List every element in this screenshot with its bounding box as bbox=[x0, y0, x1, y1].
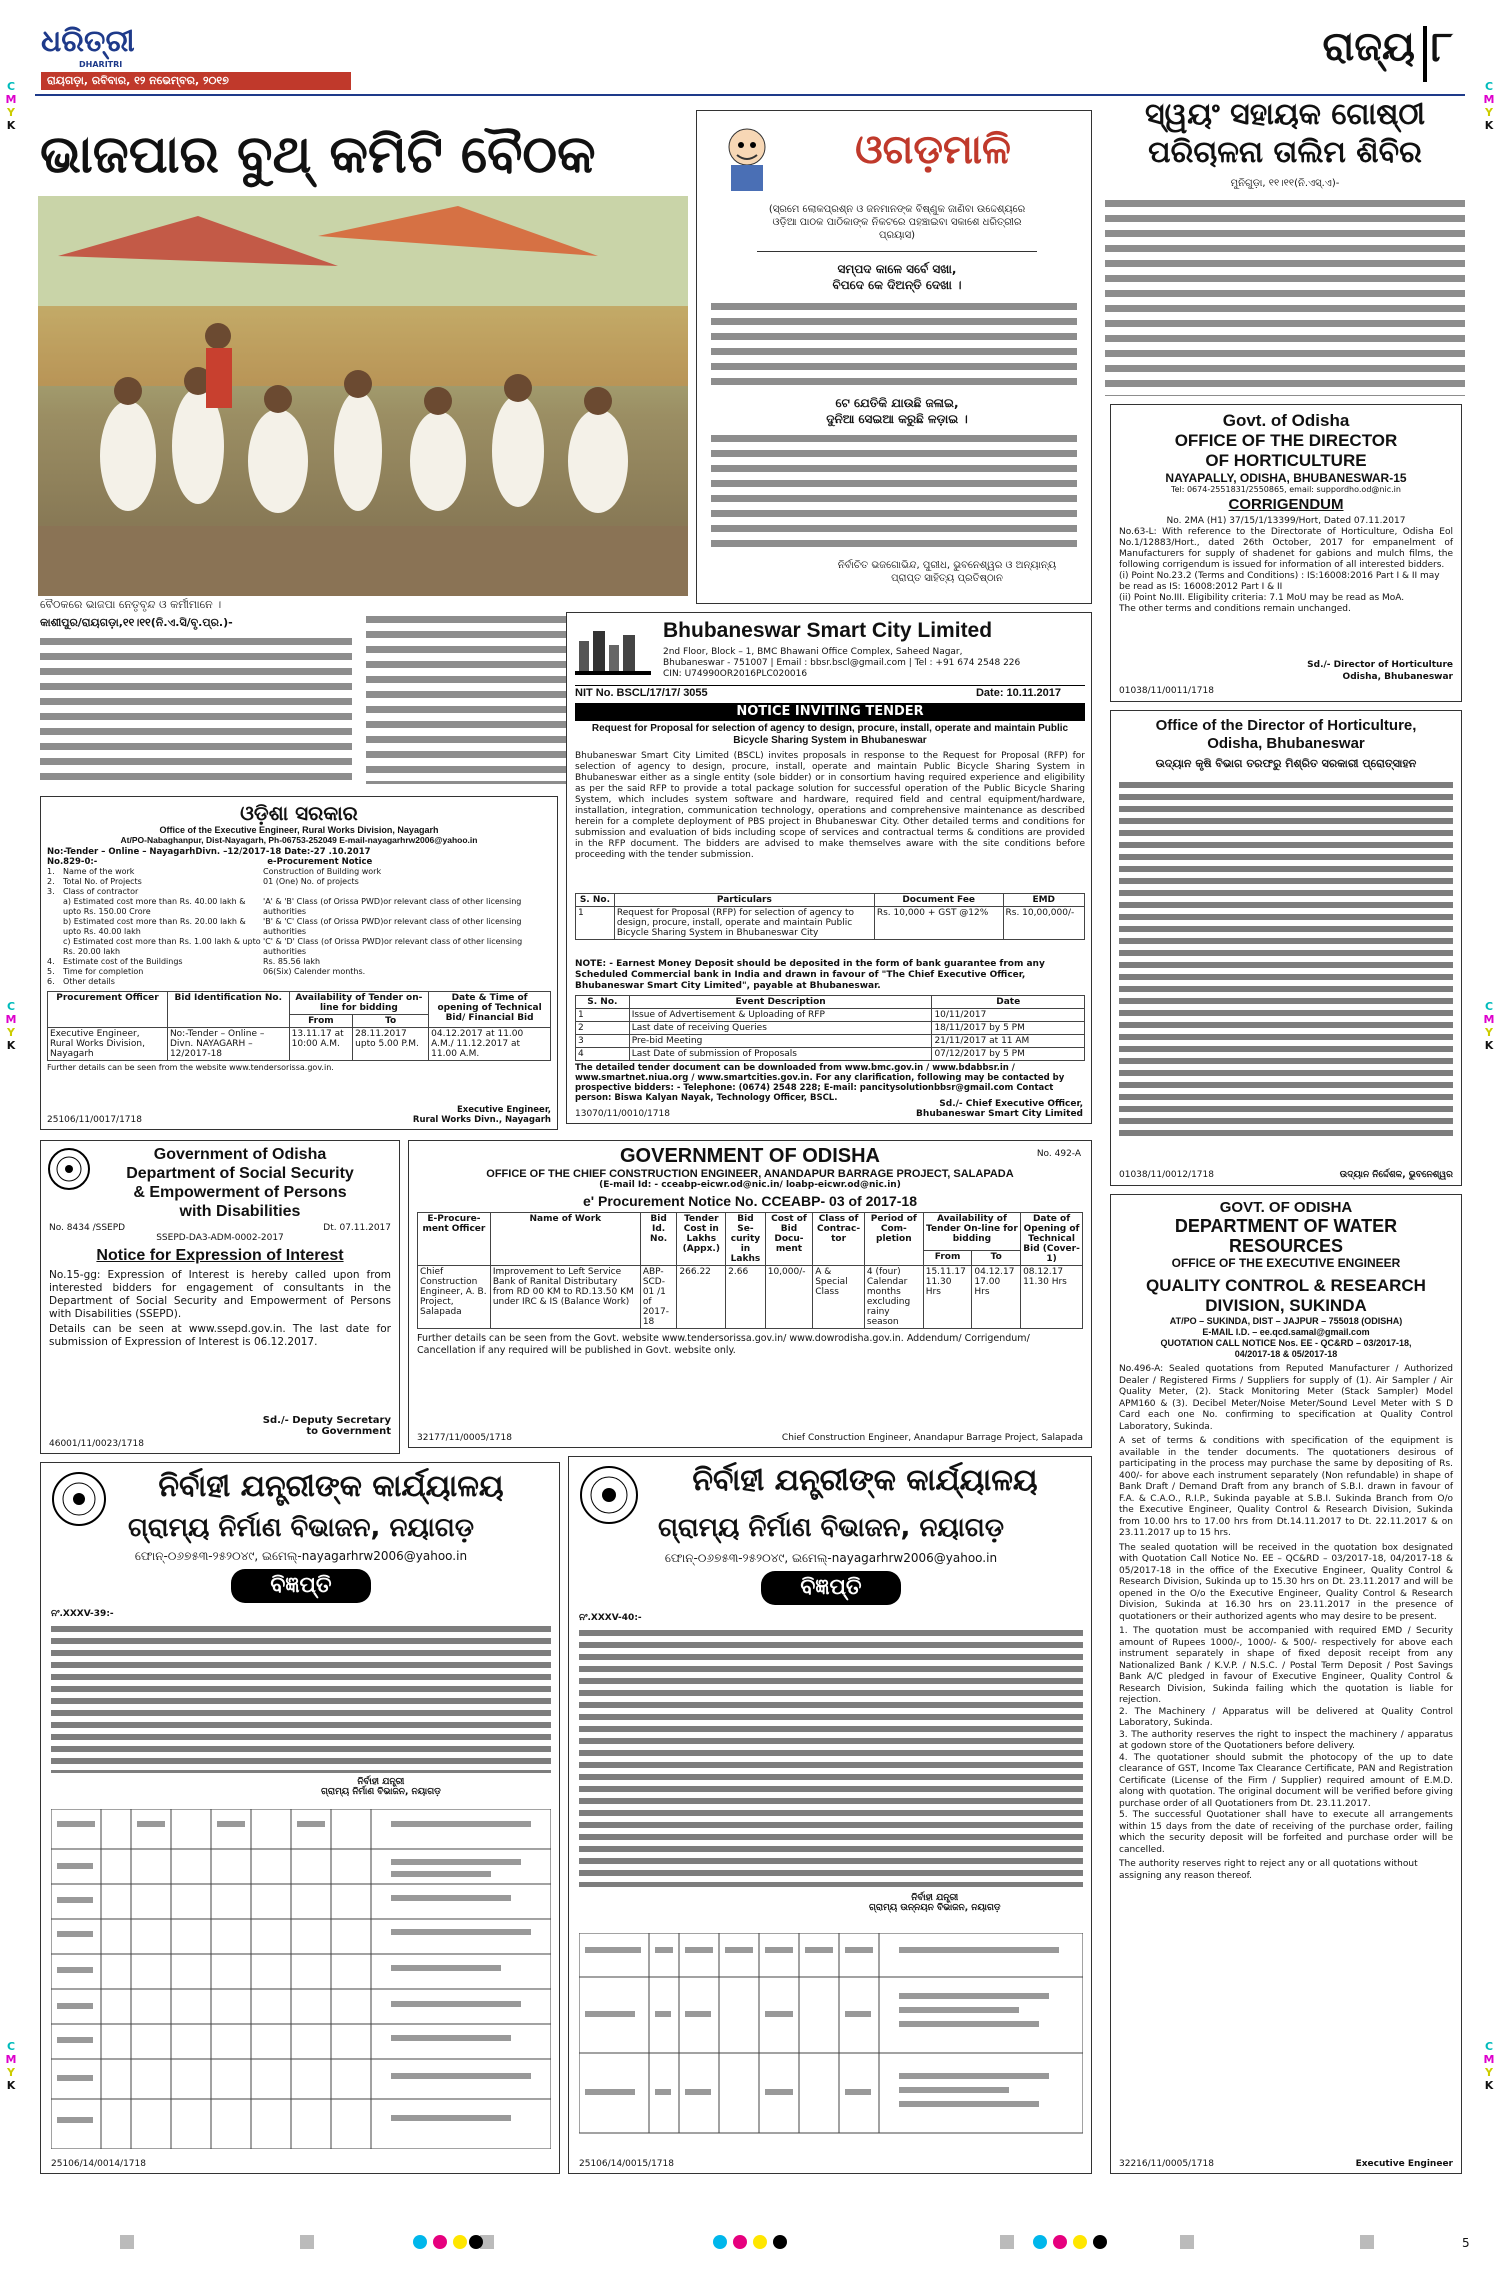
wr-reserve: The authority reserves right to reject any or all quotations without assigning any reason thereof. bbox=[1119, 1859, 1418, 1881]
barrage-sign: Chief Construction Engineer, Anandapur Barrage Project, Salapada bbox=[781, 1433, 1083, 1443]
rw-ref: 25106/11/0017/1718 bbox=[47, 1115, 142, 1125]
lead-headline: ଭାଜପାର ବୁଥ୍ କମିଟି ବୈଠକ bbox=[40, 125, 596, 185]
rw-bid-table: Procurement Officer Bid Identification No. Availability of Tender on-line for bidding Date & Time of opening of Technical Bid/ Financial Bid From To Executive Engineer, Rural Works Division, Nayagarh No:-Tender – Online – Divn. NAYAGARH – 12/2017-18 13.11.17 at 10:00 A.M. 28.11.2017 upto 5.00 P.M. 04.12.2017 at 11.00 A.M./ 11.12.2017 at 11.00 A.M. bbox=[47, 991, 551, 1061]
lead-photo bbox=[38, 196, 688, 596]
smartcity-events-table bbox=[575, 995, 1085, 1061]
lead-caption: ବୈଠକରେ ଭାଜପା ନେତୃବୃନ୍ଦ ଓ କର୍ମୀମାନେ । bbox=[40, 598, 222, 611]
wr-body: No.496-A: Sealed quotations from Reputed Manufacturer / Authorized Dealer / Registered Firms / Suppliers for supply of (1). Air Sampler / Air Quality Meter, (2). Stack Monitoring Meter (Stack Sampler) Model APM160 & (3). Decibel Meter/Noise Meter/Sound Level Meter with S D Card each one No. confirming to specification at Quality Control Laboratory, Sukinda. bbox=[1119, 1364, 1453, 1432]
hort2-body bbox=[1119, 779, 1453, 1139]
hort-tel: Tel: 0674-2551831/2550865, email: suppordho.od@nic.in bbox=[1171, 485, 1401, 494]
hort-sign: Sd./- Director of Horticulture Odisha, Bhubaneswar bbox=[1307, 660, 1453, 682]
shg-headline bbox=[1105, 96, 1465, 172]
list-item: 2. Total No. of Projects 01 (One) No. of projects bbox=[47, 877, 359, 886]
rw-rows bbox=[47, 867, 551, 987]
ee-left-no-line: ନଂ.XXXV-39:- bbox=[51, 1609, 114, 1619]
masthead bbox=[35, 20, 1465, 100]
hort-govt: Govt. of Odisha bbox=[1222, 411, 1350, 430]
ee-left-badge: ବିଜ୍ଞପ୍ତି bbox=[231, 1569, 371, 1603]
rw-further: Further details can be seen from the website www.tendersorissa.gov.in. bbox=[47, 1063, 334, 1072]
barrage-ref: 32177/11/0005/1718 bbox=[417, 1433, 512, 1443]
photo-illustration bbox=[38, 196, 688, 596]
hort2-sign: ଉଦ୍ୟାନ ନିର୍ଦ୍ଦେଶକ, ଭୁବନେଶ୍ୱର bbox=[1339, 1170, 1453, 1180]
table-row: 3 Pre-bid Meeting 21/11/2017 at 11 AM bbox=[576, 1035, 1085, 1048]
barrage-notice: e' Procurement Notice No. CCEABP- 03 of 2017-18 bbox=[583, 1193, 917, 1209]
rw-title: ଓଡ଼ିଶା ସରକାର bbox=[240, 801, 358, 825]
smartcity-download: The detailed tender document can be downloaded from www.bmc.gov.in / www.bdabbsr.in / www.smartnet.niua.org / www.smartcities.gov.in. For any clarification, following may be contacted by prospective bidders: - Telephone: (0674) 2548 228; E-mail: pancitysolutionbbsr@gmail.com Contact person: Biswa Kalyan Nayak, Technology Officer, BSCL. bbox=[575, 1063, 1065, 1103]
list-item: a) Estimated cost more than Rs. 40.00 lakh & upto Rs. 150.00 Crore 'A' & 'B' Class (of Orissa PWD)or relevant class of other licensing authorities bbox=[63, 897, 522, 916]
barrage-eprocurement bbox=[408, 1140, 1092, 1448]
ssepd-sign: Sd./- Deputy Secretary to Government bbox=[262, 1415, 391, 1437]
cmyk-marks-left-bottom: C M Y K bbox=[5, 2040, 17, 2092]
fee-th-docfee: Document Fee bbox=[874, 894, 1003, 907]
smartcity-subhead: Request for Proposal for selection of agency to design, procure, install, operate and maintain Public Bicycle Sharing System in Bhubaneswar bbox=[591, 723, 1069, 746]
list-item: 3. The authority reserves the right to inspect the machinery / apparatus at godown store of the Quotationers before delivery. bbox=[1119, 1729, 1453, 1751]
ee-left-contact: ଫୋନ୍-୦୬୭୫୩-୨୫୨୦୪୯, ଇମେଲ୍-nayagarhrw2006@yahoo.in bbox=[134, 1549, 468, 1563]
list-item: 1. The quotation must be accompanied with required EMD / Security amount of Rupees 1000/-, 1000/- & 500/- respectively for above each instrument separately in shape of fixed deposit receipt from any Nationalized Bank / K.V.P. / N.S.C. / Postal Term Deposit / Post Savings Bank A/C pledged in favour of Executive Engineer, Quality Control & Research Division, Sukinda failing which the quotation is liable for rejection. bbox=[1119, 1626, 1453, 1705]
list-item: 1. Name of the work Construction of Building work bbox=[47, 867, 382, 876]
cmyk-marks-left-mid: C M Y K bbox=[5, 1000, 17, 1052]
wr-dept: DEPARTMENT OF WATER RESOURCES bbox=[1174, 1216, 1398, 1256]
cmyk-marks-left-top: C M Y K bbox=[5, 80, 17, 132]
rw-no-829: No.829-0:- bbox=[47, 857, 98, 867]
list-item: 3. Class of contractor bbox=[47, 887, 139, 896]
table-row: 4 Last Date of submission of Proposals 07/12/2017 by 5 PM bbox=[576, 1048, 1085, 1061]
ee-right-sign: ନିର୍ବାହୀ ଯନ୍ତ୍ରୀ ଗ୍ରାମ୍ୟ ଉନ୍ନୟନ ବିଭାଜନ, ନୟାଗଡ଼ bbox=[869, 1893, 1001, 1913]
color-registration-bar bbox=[120, 2232, 1380, 2252]
lead-dateline: କାଶୀପୁର/ରାୟଗଡ଼ା,୧୧।୧୧(ନି.ଏ.ସି/ବୃ.ପ୍ର.)- bbox=[40, 616, 233, 629]
hort-item3: The other terms and conditions remain unchanged. bbox=[1119, 604, 1351, 614]
cartoon-icon bbox=[717, 121, 777, 193]
column-box bbox=[696, 110, 1092, 604]
smartcity-fee-table bbox=[575, 893, 1085, 940]
hort-ref: 01038/11/0011/1718 bbox=[1119, 686, 1214, 696]
hort-address: NAYAPALLY, ODISHA, BHUBANESWAR-15 bbox=[1165, 471, 1407, 485]
table-row: 2 Last date of receiving Queries 18/11/2017 by 5 PM bbox=[576, 1022, 1085, 1035]
smartcity-body: Bhubaneswar Smart City Limited (BSCL) invites proposals in response to the Request for Proposal (RFP) for selection of agency to design, procure, install, operate and maintain Public Bicycle Sharing System in Bhubaneswar either as a single entity (sole bidder) or in consortium having required experience and eligibility as per the said RFP to provide a total package solution for successful operation of the Public Bicycle Sharing System, which includes system software and hardware, required field and central equipment/hardware, installation, integration, communication technology, operations and comprehensive maintenance as described herein for a complete deployment of PBS project in Bhubaneswar City. Other detailed terms and conditions for submission and evaluation of bids including scope of services and contractual terms & conditions are provided in the RFP document. The bidders are advised to make themselves aware with the site conditions before proceeding with the tender submission. bbox=[575, 751, 1085, 860]
smartcity-address: 2nd Floor, Block – 1, BMC Bhawani Office Complex, Saheed Nagar, Bhubaneswar - 751007 | Email : bbsr.bscl@gmail.com | Tel : +91 674 2548 226 CIN: U74990OR2016PLC020016 bbox=[663, 647, 1021, 679]
ee-right-notice bbox=[568, 1456, 1092, 2174]
wr-division: QUALITY CONTROL & RESEARCH DIVISION, SUKINDA bbox=[1146, 1276, 1426, 1315]
list-item: 4. The quotationer should submit the photocopy of the up to date clearance of GST, Income Tax Clearance Certificate, PAN and Registration Certificate (License of the Firm / Supplier) required amount of E.M.D. along with quotation. The original document will be verified before giving purchase order of all Quotationers from Dt. 23.11.2017. bbox=[1119, 1752, 1453, 1809]
dateline: ରାୟଗଡ଼ା, ରବିବାର, ୧୨ ନଭେମ୍ବର, ୨୦୧୭ bbox=[41, 72, 351, 90]
ee-left-notice bbox=[40, 1462, 560, 2174]
ssepd-ref: 46001/11/0023/1718 bbox=[49, 1439, 144, 1449]
logo-sub: DHARITRI bbox=[79, 60, 123, 69]
ee-left-title: ନିର୍ବାହୀ ଯନ୍ତ୍ରୀଙ୍କ କାର୍ଯ୍ୟାଳୟ bbox=[158, 1469, 504, 1504]
column-title: ଓଗଡ଼ମାଳି bbox=[855, 127, 1011, 173]
fee-cell-sno: 1 bbox=[576, 907, 615, 940]
ssepd-heading: Notice for Expression of Interest bbox=[96, 1247, 344, 1264]
events-th-date: Date bbox=[932, 996, 1085, 1009]
ssepd-no: No. 8434 /SSEPD bbox=[49, 1223, 126, 1233]
smartcity-ref: 13070/11/0010/1718 bbox=[575, 1109, 670, 1119]
hort-no-line: No. 2MA (H1) 37/15/1/13399/Hort, Dated 07.11.2017 bbox=[1166, 516, 1406, 526]
hort-item2: (ii) Point No.III. Eligibility criteria: 7.1 MoU may be read as MoA. bbox=[1119, 593, 1405, 603]
horticulture-corrigendum bbox=[1110, 404, 1462, 702]
wr-govt: GOVT. OF ODISHA bbox=[1219, 1199, 1353, 1216]
ee-right-title: ନିର୍ବାହୀ ଯନ୍ତ୍ରୀଙ୍କ କାର୍ଯ୍ୟାଳୟ bbox=[692, 1463, 1038, 1498]
wr-sign: Executive Engineer bbox=[1355, 2159, 1453, 2169]
ee-right-ref: 25106/14/0015/1718 bbox=[579, 2159, 674, 2169]
fee-th-emd: EMD bbox=[1003, 894, 1085, 907]
odisha-emblem-icon bbox=[47, 1147, 91, 1191]
smartcity-nit: NIT No. BSCL/17/17/ 3055 bbox=[575, 687, 708, 699]
list-item: c) Estimated cost more than Rs. 1.00 lakh & upto Rs. 20.00 lakh 'C' & 'D' Class (of Orissa PWD)or relevant class of other licensing authorities bbox=[63, 937, 523, 956]
hort2-ref: 01038/11/0012/1718 bbox=[1119, 1170, 1214, 1180]
horticulture-schemes bbox=[1110, 710, 1462, 1186]
shg-dateline: ମୁନିଗୁଡ଼ା, ୧୧।୧୧(ନି.ଏସ୍.ଏ)- bbox=[1230, 178, 1340, 189]
ssepd-file: SSEPD-DA3-ADM-0002-2017 bbox=[156, 1233, 284, 1243]
lead-body-col1 bbox=[40, 634, 352, 784]
smartcity-note: NOTE: - Earnest Money Deposit should be deposited in the form of bank guarantee from any Scheduled Commercial bank in India and drawn in favour of "The Chief Executive Officer, Bhubaneswar Smart City Limited", payable at Bhubaneswar. bbox=[575, 959, 1045, 991]
barrage-title: GOVERNMENT OF ODISHA bbox=[619, 1145, 880, 1167]
fee-th-particulars: Particulars bbox=[614, 894, 874, 907]
rw-no-line: No:-Tender – Online – NayagarhDivn. –12/2017-18 Date:-27 .10.2017 bbox=[47, 847, 371, 857]
smartcity-banner: NOTICE INVITING TENDER bbox=[575, 703, 1085, 721]
column-subtitle: (ସ୍ରମେ ଲୋକପ୍ରଶ୍ନ ଓ ଜନମାନଙ୍କ ବିଷ୍ଣୁକ ଜାଣିବା ଉଦ୍ଦେଶ୍ୟରେ ଓଡ଼ିଆ ପାଠକ ପାଠିକାଙ୍କ ନିକଟରେ ପହଞ୍ଚାଇବା ସକାଶେ ଧରିତ୍ରୀର ପ୍ରୟାସ) bbox=[768, 204, 1026, 241]
wr-body2: A set of terms & conditions with specification of the equipment is available in the tender documents. The quotationers desirous of participating in the process may purchase the same by depositing of Rs. 400/- for above each instrument separately (Non refundable) in shape of Bank Draft / Demand Draft from any branch of S.B.I. drawn in favour of F.A. & C.A.O., R.I.P., Sukinda payable at S.B.I. Sukinda Branch from O/o the Executive Engineer, Quality Control & Research Division, Sukinda from 10.00 hrs to 17.00 hrs from Dt.14.11.2017 to Dt. 22.11.2017 & on 23.11.2017 up to 15 hrs. bbox=[1119, 1436, 1453, 1538]
smartcity-name: Bhubaneswar Smart City Limited bbox=[663, 619, 993, 642]
barrage-further: Further details can be seen from the Govt. website www.tendersorissa.gov.in/ www.dowrodisha.gov.in. Addendum/ Corrigendum/ Cancellation if any required will be published in Govt. website only. bbox=[417, 1333, 1030, 1356]
cmyk-marks-right-top: C M Y K bbox=[1483, 80, 1495, 132]
ee-left-body bbox=[51, 1623, 551, 1773]
ee-right-body bbox=[579, 1627, 1083, 1887]
barrage-office: OFFICE OF THE CHIEF CONSTRUCTION ENGINEER, ANANDAPUR BARRAGE PROJECT, SALAPADA bbox=[486, 1168, 1014, 1180]
hort-body: No.63-L: With reference to the Directorate of Horticulture, Odisha Eol No.1/12883/Hort., dated 26th October, 2017 for empanelment of Manufacturers for supply of shadenet for gabions and mulch films, the following corrigendum is issued for information of all interested bidders. bbox=[1119, 527, 1453, 570]
fee-cell-particulars: Request for Proposal (RFP) for selection of agency to design, procure, install, operate and maintain Public Bicycle Sharing System in Bhubaneswar City bbox=[614, 907, 874, 940]
events-th-sno: S. No. bbox=[576, 996, 630, 1009]
barrage-table: E-Procure- ment Officer Name of Work Bid Id. No. Tender Cost in Lakhs (Appx.) Bid Se- curity in Lakhs Cost of Bid Docu- ment Class of Contrac- tor Period of Com- pletion Availability of Tender On-line for bidding Date of Opening of Technical Bid (Cover-1) From To Chief Construction Engineer, A. B. Project, Salapada Improvement to Left Service Bank of Ranital Distributary from RD 00 KM to RD.13.50 KM under IRC & IS (Balance Work) ABP-SCD-01 /1 of 2017-18 266.22 2.66 10,000/- A & Special Class 4 (four) Calendar months excluding rainy season 15.11.17 11.30 Hrs 04.12.17 17.00 Hrs 08.12.17 11.30 Hrs bbox=[417, 1212, 1083, 1329]
ee-left-table bbox=[51, 1809, 551, 2149]
wr-body3: The sealed quotation will be received in the quotation box designated with Quotation Call Notice No. EE – QC&RD – 03/2017-18, 04/2017-18 & 05/2017-18 in the office of the Executive Engineer, Quality Control & Research Division, Sukinda up to 15.30 hrs on Dt. 23.11.2017 and will be opened in the O/o the Executive Engineer, Quality Control & Research Division, Sukinda at 16.30 hrs on 23.11.2017 in the presence of quotationers or their authorized agents who may desire to be present. bbox=[1119, 1542, 1453, 1622]
list-item: 4. Estimate cost of the Buildings Rs. 85.56 lakh bbox=[47, 957, 321, 966]
logo: ଧରିତ୍ରୀ bbox=[41, 24, 135, 59]
ssepd-title: Government of Odisha Department of Social Security & Empowerment of Persons with Disabilities bbox=[126, 1146, 354, 1220]
rw-enotice: e-Procurement Notice bbox=[267, 857, 373, 867]
table-row: 1 Issue of Advertisement & Uploading of RFP 10/11/2017 bbox=[576, 1009, 1085, 1022]
section-label: ରାଜ୍ୟ bbox=[1322, 24, 1415, 70]
ssepd-eoi bbox=[40, 1140, 400, 1454]
footer-page: 5 bbox=[1462, 2236, 1470, 2250]
shg-headline-line1: ସ୍ୱୟଂ ସହାୟକ ଗୋଷ୍ଠୀ bbox=[1145, 97, 1425, 132]
rw-office: Office of the Executive Engineer, Rural Works Division, Nayagarh bbox=[159, 825, 439, 835]
ssepd-dt: Dt. 07.11.2017 bbox=[323, 1223, 391, 1233]
shg-headline-line2: ପରିଚାଳନା ତାଲିମ ଶିବିର bbox=[1148, 135, 1422, 170]
list-item: 5. The successful Quotationer shall have to execute all arrangements within 15 days from the date of receiving of the purchase order, failing which the security deposit will be forfeited and purchase order will be cancelled. bbox=[1119, 1810, 1453, 1855]
ssepd-body: No.15-gg: Expression of Interest is hereby called upon from interested bidders for engagement of consultants in the Department of Social Security and Empowerment of Persons with Disabilities (SSEPD). bbox=[49, 1269, 391, 1320]
column-verse2: ଟେ ଯେତିକି ଯାଉଛି ଜଳାଇ, ଦୁନିଆ ସେଇଆ କରୁଛି ଳଡ଼ାଇ । bbox=[826, 396, 968, 426]
ee-left-sign: ନିର୍ବାହୀ ଯନ୍ତ୍ରୀ ଗ୍ରାମ୍ୟ ନିର୍ମାଣ ବିଭାଜନ, ନୟାଗଡ଼ bbox=[321, 1777, 441, 1797]
list-item: 6. Other details bbox=[47, 977, 115, 986]
smartcity-sign: Sd./- Chief Executive Officer, Bhubaneswar Smart City Limited bbox=[916, 1099, 1083, 1119]
column-body1 bbox=[711, 299, 1077, 389]
ee-left-subtitle: ଗ୍ରାମ୍ୟ ନିର୍ମାଣ ବିଭାଜନ, ନୟାଗଡ଼ bbox=[127, 1513, 475, 1543]
table-row: Executive Engineer, Rural Works Division, Nayagarh No:-Tender – Online – Divn. NAYAGARH – 12/2017-18 13.11.17 at 10:00 A.M. 28.11.2017 upto 5.00 P.M. 04.12.2017 at 11.00 A.M./ 11.12.2017 at 11.00 A.M. bbox=[48, 1028, 551, 1061]
hort2-title: Office of the Director of Horticulture, Odisha, Bhubaneswar bbox=[1155, 717, 1417, 752]
ee-right-contact: ଫୋନ୍-୦୬୭୫୩-୨୫୨୦୪୯, ଇମେଲ୍-nayagarhrw2006@yahoo.in bbox=[664, 1551, 998, 1565]
wr-address: AT/PO – SUKINDA, DIST – JAJPUR – 755018 (ODISHA) E-MAIL I.D. – ee.qcd.samal@gmail.com QUOTATION CALL NOTICE Nos. EE - QC&RD – 03/2017-18, 04/2017-18 & 05/2017-18 bbox=[1160, 1316, 1412, 1359]
ssepd-body2: Details can be seen at www.ssepd.gov.in. The last date for submission of Expression of Interest is 06.12.2017. bbox=[49, 1323, 391, 1348]
smartcity-tender bbox=[566, 612, 1092, 1124]
fee-cell-docfee: Rs. 10,000 + GST @12% bbox=[874, 907, 1003, 940]
wr-office: OFFICE OF THE EXECUTIVE ENGINEER bbox=[1171, 1256, 1401, 1270]
rw-eprocurement bbox=[40, 796, 558, 1130]
hort-corrigendum: CORRIGENDUM bbox=[1228, 496, 1344, 513]
list-item: 2. The Machinery / Apparatus will be delivered at Quality Control Laboratory, Sukinda. bbox=[1119, 1706, 1453, 1728]
table-row: Chief Construction Engineer, A. B. Project, Salapada Improvement to Left Service Bank of Ranital Distributary from RD 00 KM to RD.13.50 KM under IRC & IS (Balance Work) ABP-SCD-01 /1 of 2017-18 266.22 2.66 10,000/- A & Special Class 4 (four) Calendar months excluding rainy season 15.11.17 11.30 Hrs 04.12.17 17.00 Hrs 08.12.17 11.30 Hrs bbox=[418, 1266, 1083, 1329]
ee-right-table bbox=[579, 1933, 1083, 2143]
ee-right-no-line: ନଂ.XXXV-40:- bbox=[579, 1613, 642, 1623]
column-verse1: ସମ୍ପଦ କାଳେ ସର୍ବେ ସଖା, ବିପଦେ କେ ଦିଅନ୍ତି ଦେଖା । bbox=[832, 262, 962, 292]
barrage-no: No. 492-A bbox=[1036, 1149, 1081, 1159]
shg-body bbox=[1105, 196, 1465, 396]
section-divider bbox=[1423, 26, 1427, 82]
wr-quotation-notice bbox=[1110, 1194, 1462, 2174]
page-number: ୮ bbox=[1431, 22, 1453, 71]
column-signoff: ନିର୍ବାଚିତ ଭଜଗୋଭିନ୍ଦ, ପୁରୀଧ, ଭୁବନେଶ୍ୱର ଓ ଅନ୍ୟାନ୍ୟ ପ୍ରାପ୍ତ ସାହିତ୍ୟ ପ୍ରତିଷ୍ଠାନ bbox=[837, 560, 1057, 584]
list-item: 5. Time for completion 06(Six) Calender months. bbox=[47, 967, 366, 976]
cmyk-marks-right-bottom: C M Y K bbox=[1483, 2040, 1495, 2092]
smartcity-date: Date: 10.11.2017 bbox=[975, 687, 1061, 699]
hort-item1: (i) Point No.23.2 (Terms and Conditions) : IS:16008:2016 Part I & II may be read as IS: 16008:2012 Part I & II bbox=[1119, 571, 1440, 592]
hort-office: OFFICE OF THE DIRECTOR OF HORTICULTURE bbox=[1174, 431, 1398, 470]
cmyk-marks-right-mid: C M Y K bbox=[1483, 1000, 1495, 1052]
ee-left-ref: 25106/14/0014/1718 bbox=[51, 2159, 146, 2169]
rw-sign: Executive Engineer, Rural Works Divn., Nayagarh bbox=[412, 1105, 551, 1125]
smartcity-logo-icon bbox=[575, 621, 651, 677]
fee-th-sno: S. No. bbox=[576, 894, 615, 907]
fee-cell-emd: Rs. 10,00,000/- bbox=[1003, 907, 1085, 940]
hort2-subtitle: ଉଦ୍ୟାନ କୃଷି ବିଭାଗ ତରଫରୁ ମିଶ୍ରିତ ସରକାରୀ ପ୍ରୋତ୍ସାହନ bbox=[1155, 757, 1417, 770]
barrage-email: (E-mail Id: - cceabp-eicwr.od@nic.in/ loabp-eicwr.od@nic.in) bbox=[599, 1180, 901, 1190]
wr-ref: 32216/11/0005/1718 bbox=[1119, 2159, 1214, 2169]
wr-list bbox=[1119, 1626, 1453, 1856]
ee-right-badge: ବିଜ୍ଞପ୍ତି bbox=[761, 1571, 901, 1605]
rw-address: At/PO-Nabaghanpur, Dist-Nayagarh, Ph-06753-252049 E-mail-nayagarhrw2006@yahoo.in bbox=[120, 835, 478, 845]
list-item: b) Estimated cost more than Rs. 20.00 lakh & upto Rs. 40.00 lakh 'B' & 'C' Class (of Orissa PWD)or relevant class of other licensing authorities bbox=[63, 917, 522, 936]
events-th-desc: Event Description bbox=[629, 996, 932, 1009]
column-body2 bbox=[711, 431, 1077, 551]
ee-right-subtitle: ଗ୍ରାମ୍ୟ ନିର୍ମାଣ ବିଭାଜନ, ନୟାଗଡ଼ bbox=[657, 1513, 1005, 1543]
